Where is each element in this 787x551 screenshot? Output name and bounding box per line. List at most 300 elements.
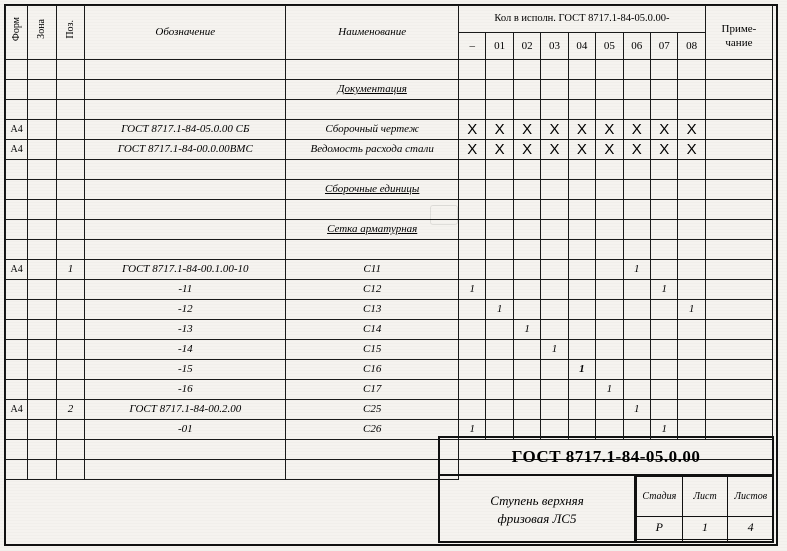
cell-pos: 2 <box>56 400 84 420</box>
header-qty-group: Кол в исполн. ГОСТ 8717.1-84-05.0.00- <box>459 6 706 33</box>
cell-qty-5 <box>596 300 623 320</box>
cell-qty-4 <box>568 380 595 400</box>
header-qty-col-6: 06 <box>623 33 650 60</box>
title-block-columns <box>637 477 774 517</box>
cell-qty-7 <box>650 60 677 80</box>
cell-qty-1 <box>486 300 513 320</box>
cell-qty-8 <box>678 80 705 100</box>
cell-qty-0 <box>459 240 486 260</box>
cell-zone <box>28 360 56 380</box>
cell-qty-8 <box>678 100 705 120</box>
cell-qty-1 <box>486 220 513 240</box>
cell-qty-6 <box>623 300 650 320</box>
cell-qty-4 <box>568 180 595 200</box>
cell-qty-4 <box>568 120 595 140</box>
title-line-2: фризовая ЛС5 <box>497 510 577 526</box>
cell-qty-6 <box>623 340 650 360</box>
cell-qty-8 <box>678 320 705 340</box>
cell-qty-8 <box>678 140 705 160</box>
cell-qty-3 <box>541 240 568 260</box>
cell-zone <box>28 200 56 220</box>
header-qty-col-5: 05 <box>596 33 623 60</box>
cell-pos <box>56 140 84 160</box>
cell-qty-1 <box>486 200 513 220</box>
cell-designation: ГОСТ 8717.1-84-00.1.00-10 <box>85 260 286 280</box>
cell-qty-5 <box>596 360 623 380</box>
cell-designation: ГОСТ 8717.1-84-05.0.00 СБ <box>85 120 286 140</box>
table-row <box>6 60 773 80</box>
cell-note <box>705 100 772 120</box>
cell-zone <box>28 300 56 320</box>
cell-name <box>286 240 459 260</box>
cell-qty-6 <box>623 260 650 280</box>
cell-zone <box>28 320 56 340</box>
cell-qty-5 <box>596 200 623 220</box>
cell-qty-1 <box>486 100 513 120</box>
cell-qty-0 <box>459 300 486 320</box>
cell-qty-1 <box>486 120 513 140</box>
cell-note <box>705 120 772 140</box>
cell-qty-3 <box>541 400 568 420</box>
cell-designation: -14 <box>85 340 286 360</box>
cell-qty-5 <box>596 320 623 340</box>
table-row <box>6 120 773 140</box>
cell-qty-2 <box>513 360 540 380</box>
cell-format <box>6 80 28 100</box>
cell-pos <box>56 180 84 200</box>
cell-note <box>705 200 772 220</box>
cell-qty-8 <box>678 180 705 200</box>
cell-qty-2 <box>513 120 540 140</box>
cell-format <box>6 340 28 360</box>
cell-qty-4 <box>568 60 595 80</box>
cell-qty-0 <box>459 60 486 80</box>
cell-qty-5 <box>596 60 623 80</box>
cell-designation <box>85 80 286 100</box>
header-qty-col-7: 07 <box>650 33 677 60</box>
cell-qty-0 <box>459 180 486 200</box>
cell-zone <box>28 100 56 120</box>
cell-name: Сетка арматурная <box>286 220 459 240</box>
cell-format <box>6 300 28 320</box>
cell-name: С17 <box>286 380 459 400</box>
cell-qty-4 <box>568 80 595 100</box>
cell-note <box>705 320 772 340</box>
cell-qty-5 <box>596 240 623 260</box>
cell-qty-0 <box>459 100 486 120</box>
cell-qty-1 <box>486 240 513 260</box>
cell-pos <box>56 420 84 440</box>
cell-qty-2 <box>513 180 540 200</box>
cell-format: A4 <box>6 260 28 280</box>
table-row <box>6 360 773 380</box>
cell-designation: -13 <box>85 320 286 340</box>
cell-qty-7 <box>650 180 677 200</box>
cell-qty-2 <box>513 300 540 320</box>
cell-note <box>705 220 772 240</box>
cell-format <box>6 200 28 220</box>
cell-zone <box>28 120 56 140</box>
cell-qty-6 <box>623 100 650 120</box>
qty-value: 1 <box>661 283 667 295</box>
cell-qty-2 <box>513 260 540 280</box>
cell-format <box>6 60 28 80</box>
cell-qty-2 <box>513 400 540 420</box>
table-row <box>6 400 773 420</box>
cell-zone <box>28 140 56 160</box>
qty-value: 1 <box>469 283 475 295</box>
cell-note <box>705 380 772 400</box>
cell-qty-4 <box>568 300 595 320</box>
cross-mark-icon: X <box>659 141 670 158</box>
cell-pos <box>56 100 84 120</box>
cross-mark-icon: X <box>549 121 560 138</box>
cell-zone <box>28 380 56 400</box>
title-line-1: Ступень верхняя <box>490 492 584 508</box>
cell-qty-7 <box>650 260 677 280</box>
title-block-values <box>637 516 774 539</box>
cell-note <box>705 60 772 80</box>
title-block-value-0: Р <box>637 516 683 539</box>
cell-designation: ГОСТ 8717.1-84-00.0.00ВМС <box>85 140 286 160</box>
cell-qty-3 <box>541 320 568 340</box>
table-row <box>6 300 773 320</box>
cell-qty-5 <box>596 160 623 180</box>
header-qty-col-8: 08 <box>678 33 705 60</box>
cell-designation <box>85 160 286 180</box>
cell-qty-7 <box>650 120 677 140</box>
header-format: Форм <box>6 6 28 60</box>
qty-value: 1 <box>579 363 585 375</box>
cell-qty-3 <box>541 360 568 380</box>
cell-qty-4 <box>568 240 595 260</box>
cell-qty-2 <box>513 60 540 80</box>
cell-note <box>705 160 772 180</box>
cell-qty-8 <box>678 340 705 360</box>
cell-pos <box>56 80 84 100</box>
cell-designation <box>85 220 286 240</box>
table-row <box>6 100 773 120</box>
cell-name: Ведомость расхода стали <box>286 140 459 160</box>
cell-qty-7 <box>650 300 677 320</box>
header-note <box>705 6 772 60</box>
title-block-blank-3 <box>728 539 774 542</box>
header-name: Наименование <box>286 6 459 60</box>
cell-zone <box>28 240 56 260</box>
cell-qty-6 <box>623 280 650 300</box>
cell-qty-8 <box>678 220 705 240</box>
cross-mark-icon: X <box>467 121 478 138</box>
cell-designation <box>85 180 286 200</box>
cell-qty-1 <box>486 260 513 280</box>
cell-qty-8 <box>678 120 705 140</box>
cell-zone <box>28 180 56 200</box>
cell-qty-2 <box>513 200 540 220</box>
title-block-title <box>440 476 636 543</box>
cell-note <box>705 400 772 420</box>
cell-qty-2 <box>513 380 540 400</box>
cell-qty-6 <box>623 240 650 260</box>
cell-format <box>6 360 28 380</box>
cell-designation: -11 <box>85 280 286 300</box>
cell-designation: ГОСТ 8717.1-84-00.2.00 <box>85 400 286 420</box>
cross-mark-icon: X <box>686 141 697 158</box>
title-block-code: ГОСТ 8717.1-84-05.0.00 <box>440 438 772 476</box>
cell-qty-3 <box>541 380 568 400</box>
cell-qty-6 <box>623 140 650 160</box>
header-qty-col-0: – <box>459 33 486 60</box>
qty-value: 1 <box>551 343 558 355</box>
title-block-col-1: Лист <box>682 477 728 517</box>
header-qty-col-2: 02 <box>513 33 540 60</box>
header-qty-col-3: 03 <box>541 33 568 60</box>
cell-qty-3 <box>541 280 568 300</box>
cross-mark-icon: X <box>467 141 478 158</box>
cell-qty-8 <box>678 60 705 80</box>
cell-qty-6 <box>623 360 650 380</box>
cell-pos <box>56 300 84 320</box>
cell-pos <box>56 160 84 180</box>
cell-qty-4 <box>568 320 595 340</box>
cell-qty-0 <box>459 260 486 280</box>
cell-qty-6 <box>623 400 650 420</box>
cell-format: A4 <box>6 400 28 420</box>
cell-qty-0 <box>459 360 486 380</box>
table-row <box>6 140 773 160</box>
cell-format <box>6 320 28 340</box>
cell-qty-7 <box>650 240 677 260</box>
cell-qty-5 <box>596 400 623 420</box>
cell-qty-2 <box>513 220 540 240</box>
cell-qty-2 <box>513 340 540 360</box>
cell-zone <box>28 440 56 460</box>
cell-name <box>286 100 459 120</box>
cell-qty-8 <box>678 240 705 260</box>
cell-qty-7 <box>650 140 677 160</box>
cell-qty-8 <box>678 380 705 400</box>
cell-pos <box>56 240 84 260</box>
cell-note <box>705 280 772 300</box>
cell-qty-8 <box>678 200 705 220</box>
title-block-grid <box>636 476 774 543</box>
cell-note <box>705 260 772 280</box>
cell-name: С12 <box>286 280 459 300</box>
cell-note <box>705 80 772 100</box>
cell-qty-1 <box>486 380 513 400</box>
table-row <box>6 260 773 280</box>
qty-value: 1 <box>524 323 530 335</box>
table-row <box>6 180 773 200</box>
cell-name: Документация <box>286 80 459 100</box>
cell-designation <box>85 460 286 480</box>
table-row <box>6 240 773 260</box>
cell-qty-4 <box>568 400 595 420</box>
cell-name: С26 <box>286 420 459 440</box>
cell-format <box>6 420 28 440</box>
cell-zone <box>28 400 56 420</box>
cell-zone <box>28 80 56 100</box>
table-row <box>6 380 773 400</box>
cell-pos <box>56 360 84 380</box>
table-row <box>6 280 773 300</box>
table-row <box>6 80 773 100</box>
cell-format <box>6 460 28 480</box>
cell-pos <box>56 460 84 480</box>
cell-qty-5 <box>596 280 623 300</box>
cross-mark-icon: X <box>631 121 642 138</box>
cell-qty-7 <box>650 340 677 360</box>
cell-pos <box>56 320 84 340</box>
cell-designation <box>85 440 286 460</box>
cell-qty-7 <box>650 360 677 380</box>
cell-qty-3 <box>541 160 568 180</box>
cell-qty-5 <box>596 180 623 200</box>
cell-designation: -12 <box>85 300 286 320</box>
cell-qty-7 <box>650 320 677 340</box>
cell-name: С16 <box>286 360 459 380</box>
cell-qty-5 <box>596 260 623 280</box>
table-row <box>6 160 773 180</box>
cross-mark-icon: X <box>522 121 533 138</box>
qty-value: 1 <box>469 423 475 435</box>
cell-qty-2 <box>513 320 540 340</box>
cell-qty-0 <box>459 200 486 220</box>
cell-qty-3 <box>541 140 568 160</box>
cell-qty-3 <box>541 100 568 120</box>
cell-note <box>705 140 772 160</box>
cell-qty-6 <box>623 80 650 100</box>
paper-smudge <box>430 205 458 225</box>
cell-name: С13 <box>286 300 459 320</box>
cell-qty-3 <box>541 60 568 80</box>
cell-qty-1 <box>486 160 513 180</box>
cell-name: Сборочный чертеж <box>286 120 459 140</box>
cell-qty-5 <box>596 220 623 240</box>
cross-mark-icon: X <box>576 121 587 138</box>
cell-qty-7 <box>650 220 677 240</box>
cell-designation <box>85 60 286 80</box>
cell-qty-7 <box>650 400 677 420</box>
cross-mark-icon: X <box>576 141 587 158</box>
cell-pos <box>56 120 84 140</box>
specification-table <box>5 5 773 480</box>
cell-qty-5 <box>596 100 623 120</box>
cell-zone <box>28 260 56 280</box>
cell-pos <box>56 340 84 360</box>
cell-qty-1 <box>486 80 513 100</box>
cell-qty-1 <box>486 180 513 200</box>
header-zone: Зона <box>28 6 56 60</box>
cell-qty-0 <box>459 320 486 340</box>
cross-mark-icon: X <box>631 141 642 158</box>
cell-qty-4 <box>568 220 595 240</box>
cross-mark-icon: X <box>522 141 533 158</box>
cell-qty-3 <box>541 80 568 100</box>
cell-format <box>6 280 28 300</box>
cell-pos <box>56 280 84 300</box>
cell-qty-7 <box>650 80 677 100</box>
cell-qty-4 <box>568 340 595 360</box>
cell-qty-7 <box>650 380 677 400</box>
cross-mark-icon: X <box>494 121 505 138</box>
cell-qty-6 <box>623 320 650 340</box>
cell-qty-4 <box>568 140 595 160</box>
cell-qty-5 <box>596 80 623 100</box>
cell-qty-2 <box>513 140 540 160</box>
cell-qty-2 <box>513 160 540 180</box>
cell-qty-1 <box>486 280 513 300</box>
qty-value: 1 <box>634 403 640 415</box>
cell-name <box>286 160 459 180</box>
cell-qty-8 <box>678 300 705 320</box>
cell-format <box>6 240 28 260</box>
cell-pos: 1 <box>56 260 84 280</box>
cell-qty-2 <box>513 80 540 100</box>
cell-qty-5 <box>596 340 623 360</box>
cross-mark-icon: X <box>686 121 697 138</box>
cell-note <box>705 240 772 260</box>
cell-qty-2 <box>513 240 540 260</box>
cell-qty-1 <box>486 400 513 420</box>
cell-format <box>6 100 28 120</box>
cell-qty-2 <box>513 100 540 120</box>
cell-zone <box>28 420 56 440</box>
cell-qty-3 <box>541 200 568 220</box>
cell-name <box>286 440 459 460</box>
cell-note <box>705 340 772 360</box>
cell-qty-0 <box>459 140 486 160</box>
cell-qty-6 <box>623 380 650 400</box>
header-qty-col-4: 04 <box>568 33 595 60</box>
cell-designation: -01 <box>85 420 286 440</box>
cell-qty-3 <box>541 300 568 320</box>
cell-qty-3 <box>541 180 568 200</box>
header-qty-col-1: 01 <box>486 33 513 60</box>
cell-qty-1 <box>486 360 513 380</box>
cell-qty-6 <box>623 160 650 180</box>
cross-mark-icon: X <box>659 121 670 138</box>
cell-qty-3 <box>541 120 568 140</box>
cell-pos <box>56 200 84 220</box>
cell-zone <box>28 220 56 240</box>
cell-qty-0 <box>459 280 486 300</box>
title-block-col-0: Стадия <box>637 477 683 517</box>
cell-note <box>705 180 772 200</box>
cell-qty-4 <box>568 160 595 180</box>
cell-qty-4 <box>568 100 595 120</box>
qty-value: 1 <box>606 383 613 395</box>
cell-format: A4 <box>6 120 28 140</box>
cell-qty-4 <box>568 200 595 220</box>
cell-qty-6 <box>623 200 650 220</box>
cell-qty-7 <box>650 100 677 120</box>
cell-qty-3 <box>541 260 568 280</box>
cell-name: С14 <box>286 320 459 340</box>
cell-qty-6 <box>623 180 650 200</box>
qty-value: 1 <box>634 263 640 275</box>
qty-value: 1 <box>661 423 667 435</box>
cell-qty-7 <box>650 200 677 220</box>
table-row <box>6 320 773 340</box>
cell-note <box>705 360 772 380</box>
cell-qty-0 <box>459 400 486 420</box>
cell-designation <box>85 100 286 120</box>
cell-qty-0 <box>459 80 486 100</box>
title-block-col-2: Листов <box>728 477 774 517</box>
header-designation: Обозначение <box>85 6 286 60</box>
header-note-line2: чание <box>725 37 753 49</box>
cell-qty-1 <box>486 340 513 360</box>
